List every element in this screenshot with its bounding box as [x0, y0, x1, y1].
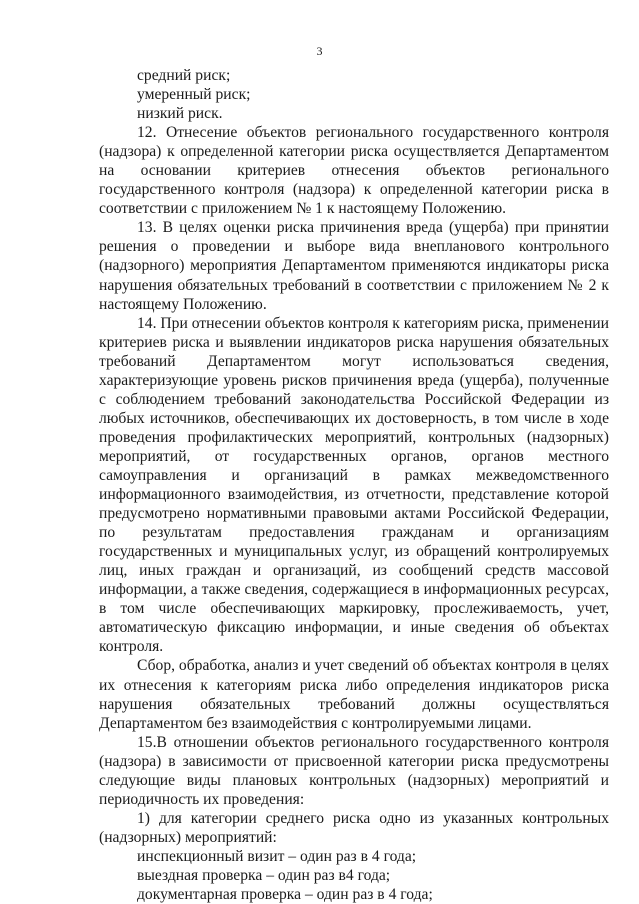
paragraph-14-data-collection: Сбор, обработка, анализ и учет сведений об объектах контроля в целях их отнесения к категориям риска либо определения индикаторов риска нарушения обязательных требований должны осуществляться Департаментом без взаимодействия с контролируемыми лицами. — [99, 657, 609, 732]
paragraph-13: 13. В целях оценки риска причинения вреда (ущерба) при принятии решения о проведении и выборе вида внепланового контрольного (надзорного) мероприятия Департаментом применяются индикаторы риска нарушения обязательных требований в соответствии с приложением № 2 к настоящему Положению. — [99, 219, 609, 313]
document-body — [99, 66, 609, 904]
risk-item-moderate: умеренный риск; — [137, 86, 251, 104]
paragraph-12: 12. Отнесение объектов регионального государственного контроля (надзора) к определенной категории риска осуществляется Департаментом на основании критериев отнесения объектов регионального государственного контроля (надзора) к определенной категории риска в соответствии с приложением № 1 к настоящему Положению. — [99, 124, 609, 218]
paragraph-15: 15.В отношении объектов регионального государственного контроля (надзора) в зависимости от присвоенной категории риска предусмотрены следующие виды плановых контрольных (надзорных) мероприятий и периодичность их проведения: — [99, 733, 609, 808]
paragraph-15-item-1: 1) для категории среднего риска одно из указанных контрольных (надзорных) мероприятий: — [99, 809, 609, 846]
page-number: 3 — [316, 44, 323, 58]
onsite-inspection-item: выездная проверка – один раз в4 года; — [137, 866, 391, 884]
risk-item-low: низкий риск. — [137, 105, 223, 123]
document-inspection-item: документарная проверка – один раз в 4 года; — [137, 886, 433, 904]
inspection-visit-item: инспекционный визит – один раз в 4 года; — [137, 847, 417, 865]
paragraph-14: 14. При отнесении объектов контроля к категориям риска, применении критериев риска и выявлении индикаторов риска нарушения обязательных требований Департаментом могут использоваться сведения, характеризующие уровень рисков причинения вреда (ущерба), полученные с соблюдением требований законодательства Российской Федерации из любых источников, обеспечивающих их достоверность, в том числе в ходе проведения профилактических мероприятий, контрольных (надзорных) мероприятий, от государственных органов, органов местного самоуправления и организаций в рамках межведомственного информационного взаимодействия, из отчетности, представление которой предусмотрено нормативными правовыми актами Российской Федерации, по результатам предоставления гражданам и организациям государственных и муниципальных услуг, из обращений контролируемых лиц, иных граждан и организаций, из сообщений средств массовой информации, а также сведения, содержащиеся в информационных ресурсах, в том числе обеспечивающих маркировку, прослеживаемость, учет, автоматическую фиксацию информации, и иные сведения об объектах контроля. — [99, 314, 609, 656]
risk-item-medium: средний риск; — [137, 67, 231, 84]
